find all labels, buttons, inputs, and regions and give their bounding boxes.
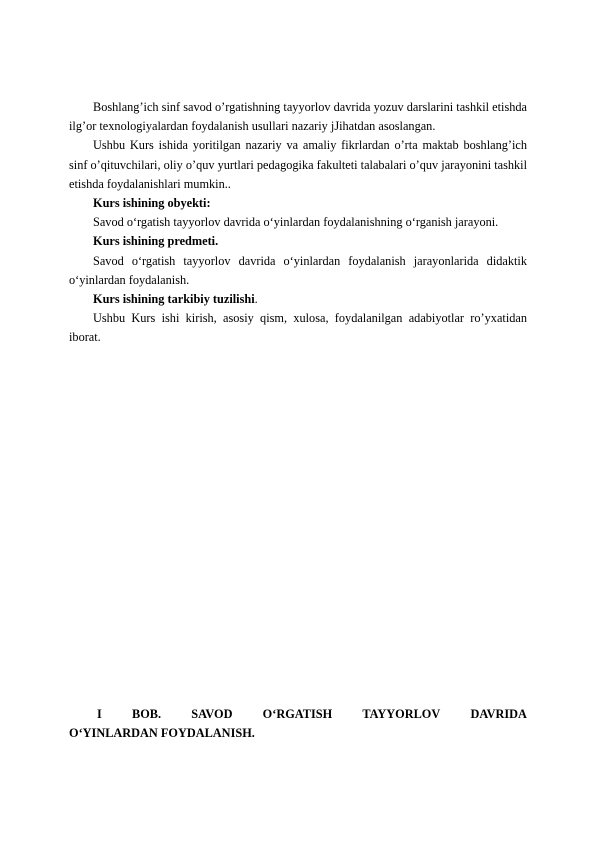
chapter-word: I — [97, 707, 102, 721]
intro-paragraph-1: Boshlang’ich sinf savod o’rgatishning tayyorlov davrida yozuv darslarini tashkil etishda ilg’or texnologiyalardan foydalanish usullari nazariy jJihatdan asoslangan. — [69, 100, 527, 134]
chapter-title-line-1 — [69, 705, 527, 724]
intro-paragraph-2: Ushbu Kurs ishida yoritilgan nazariy va amaliy fikrlardan o’rta maktab boshlang’ich sinf o’qituvchilari, oliy o’quv yurtlari pedagogika fakulteti talabalari o’quv jarayonini tashkil etishda foydalanishlari mumkin.. — [69, 138, 527, 191]
chapter-word: BOB. — [132, 707, 162, 721]
subject-text: Savod o‘rgatish tayyorlov davrida o‘yinlardan foydalanish jarayonlarida didaktik o‘yinlardan foydalanish. — [69, 253, 527, 287]
chapter-word: SAVOD — [191, 707, 233, 721]
object-text: Savod o‘rgatish tayyorlov davrida o‘yinlardan foydalanishning o‘rganish jarayoni. — [93, 215, 499, 230]
chapter-word: O‘RGATISH — [262, 707, 333, 721]
chapter-title-line-2: O‘YINLARDAN FOYDALANISH. — [69, 726, 255, 741]
structure-heading: Kurs ishining tarkibiy tuzilishi — [93, 292, 255, 307]
structure-text: Ushbu Kurs ishi kirish, asosiy qism, xulosa, foydalanilgan adabiyotlar ro’yxatidan iborat. — [69, 311, 527, 345]
structure-heading-line — [69, 290, 527, 309]
object-heading: Kurs ishining obyekti: — [93, 196, 211, 211]
chapter-word: TAYYORLOV — [362, 707, 441, 721]
body-text — [69, 98, 527, 348]
chapter-word: DAVRIDA — [470, 707, 527, 721]
subject-heading: Kurs ishining predmeti. — [93, 234, 219, 249]
structure-heading-period: . — [254, 292, 258, 307]
chapter-title — [69, 705, 527, 743]
